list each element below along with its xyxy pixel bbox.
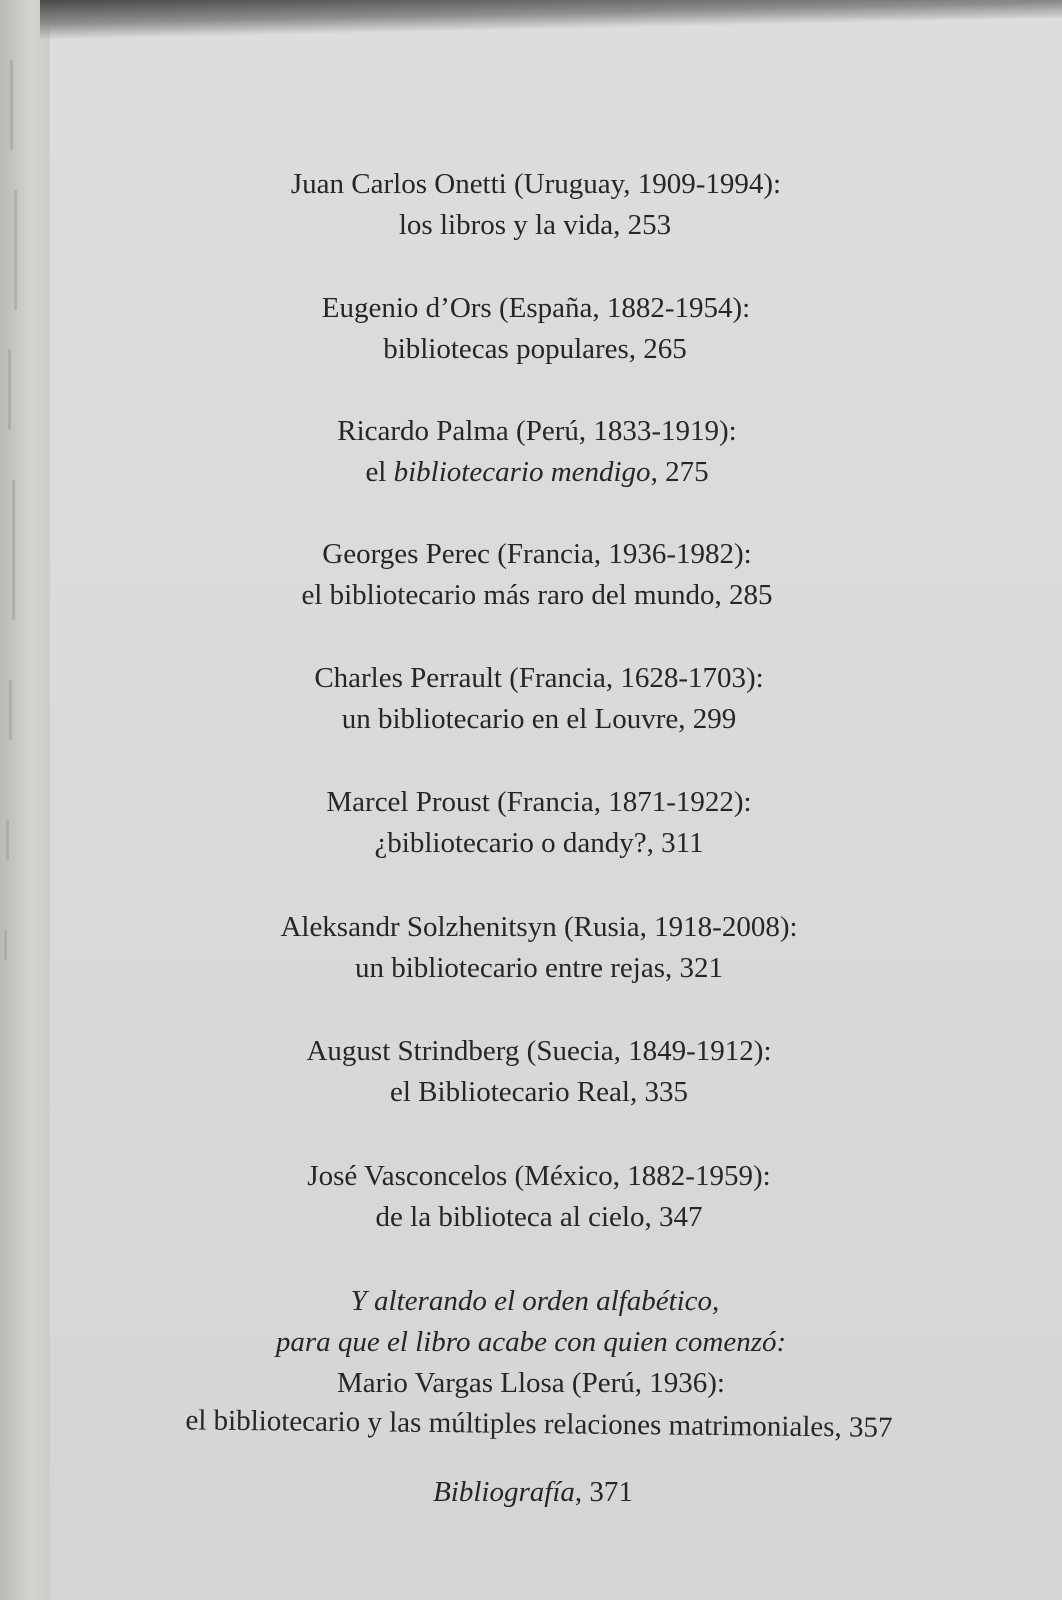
subtitle-suffix: , 275	[650, 456, 709, 488]
toc-entry-palma	[0, 411, 1062, 493]
toc-entry-heading: Marcel Proust (Francia, 1871-1922):	[326, 786, 752, 818]
toc-entry-strindberg	[0, 1031, 1062, 1113]
toc-entry-heading: August Strindberg (Suecia, 1849-1912):	[306, 1035, 772, 1067]
toc-entry-vasconcelos	[0, 1156, 1062, 1238]
subtitle-italic: bibliotecario mendigo	[393, 456, 651, 488]
toc-entry-dors	[0, 288, 1062, 370]
toc-entry-subtitle	[0, 452, 1062, 493]
toc-entry-perrault	[0, 658, 1062, 740]
toc-entry-subtitle: de la biblioteca al cielo, 347	[375, 1201, 703, 1233]
bibliography-page: , 371	[574, 1476, 633, 1508]
toc-entry-onetti	[0, 164, 1062, 246]
toc-entry-subtitle: un bibliotecario entre rejas, 321	[354, 952, 723, 984]
toc-entry-heading: Georges Perec (Francia, 1936-1982):	[322, 538, 752, 570]
toc-entry-heading: Ricardo Palma (Perú, 1833-1919):	[337, 415, 737, 447]
toc-entry-heading: José Vasconcelos (México, 1882-1959):	[307, 1160, 771, 1192]
toc-entry-proust	[0, 782, 1062, 864]
toc-entry-subtitle: el Bibliotecario Real, 335	[390, 1076, 688, 1108]
toc-entry-heading: Juan Carlos Onetti (Uruguay, 1909-1994):	[290, 168, 782, 200]
closing-italic-line: Y alterando el orden alfabético,	[350, 1285, 720, 1317]
toc-entry-vargas-llosa	[0, 1281, 1062, 1445]
toc-entry-subtitle: los libros y la vida, 253	[398, 209, 672, 241]
toc-entry-subtitle: un bibliotecario en el Louvre, 299	[341, 703, 737, 735]
toc-entry-solzhenitsyn	[0, 907, 1062, 989]
toc-entry-subtitle: ¿bibliotecario o dandy?, 311	[374, 827, 704, 859]
toc-bibliography	[0, 1472, 1062, 1513]
toc-entry-heading: Mario Vargas Llosa (Perú, 1936):	[337, 1367, 725, 1399]
toc-entry-subtitle: el bibliotecario más raro del mundo, 285	[301, 579, 773, 611]
toc-entry-heading: Eugenio d’Ors (España, 1882-1954):	[321, 292, 751, 324]
bibliography-label: Bibliografía	[433, 1476, 575, 1508]
bibliography-line	[0, 1472, 1062, 1513]
subtitle-prefix: el	[365, 456, 394, 488]
toc-entry-heading: Aleksandr Solzhenitsyn (Rusia, 1918-2008):	[280, 911, 798, 943]
toc-entry-subtitle: bibliotecas populares, 265	[383, 333, 687, 365]
toc-entry-perec	[0, 534, 1062, 616]
toc-entry-heading: Charles Perrault (Francia, 1628-1703):	[314, 662, 764, 694]
closing-italic-line: para que el libro acabe con quien comenzó:	[275, 1326, 787, 1358]
toc-entry-subtitle: el bibliotecario y las múltiples relaciones matrimoniales, 357	[185, 1404, 893, 1444]
